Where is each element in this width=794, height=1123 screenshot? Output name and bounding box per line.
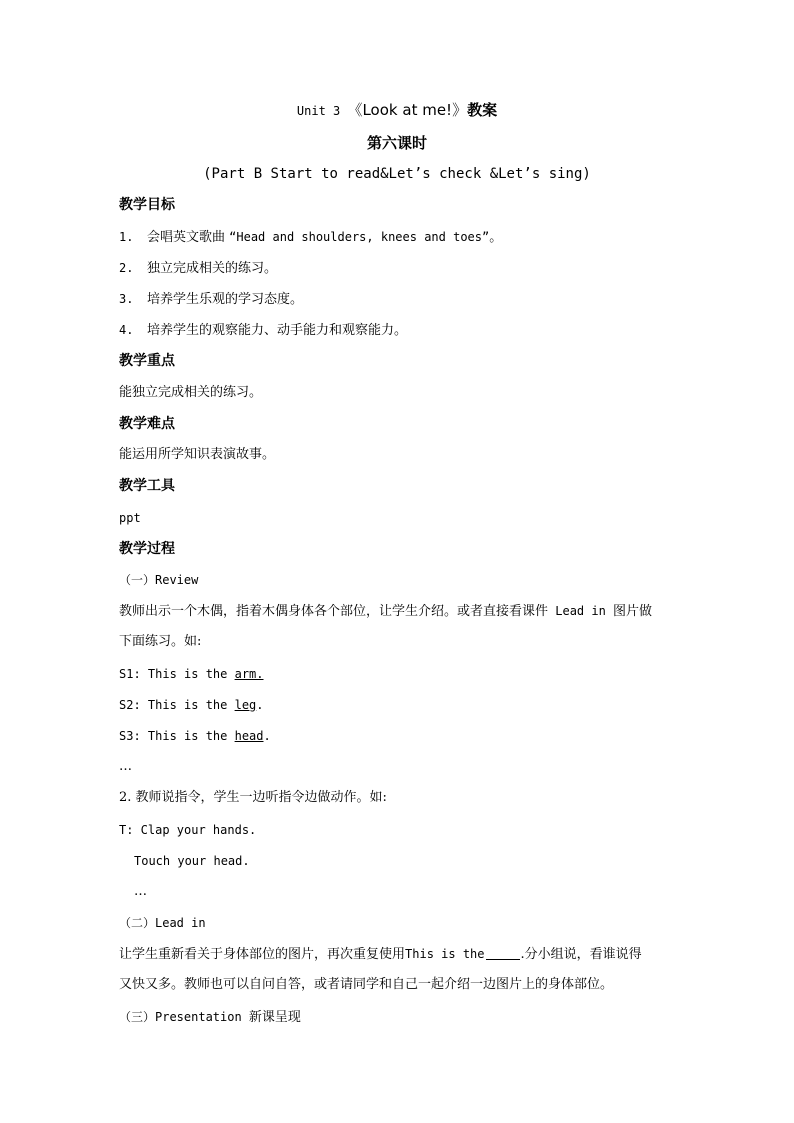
objective-item: 1. 会唱英文歌曲 “Head and shoulders, knees and toes”。	[119, 230, 503, 245]
difficulties-text: 能运用所学知识表演故事。	[119, 447, 276, 462]
review-paragraph-line-2: 下面练习。如:	[119, 634, 202, 649]
example-s1: S1: This is the arm.	[119, 667, 264, 681]
leadin-paragraph-line-2: 又快又多。教师也可以自问自答，或者请同学和自己一起介绍一边图片上的身体部位。	[119, 977, 614, 992]
difficulties-heading: 教学难点	[119, 416, 175, 432]
objective-item: 3. 培养学生乐观的学习态度。	[119, 292, 304, 307]
ellipsis: …	[119, 759, 132, 774]
title-book: 《Look at me!》	[347, 101, 468, 119]
example-s2: S2: This is the leg.	[119, 698, 264, 712]
keypoints-heading: 教学重点	[119, 353, 175, 369]
ellipsis: …	[134, 884, 147, 899]
tools-heading: 教学工具	[119, 478, 175, 494]
title-unit: Unit 3	[296, 104, 348, 118]
process-heading: 教学过程	[119, 541, 175, 557]
objectives-heading: 教学目标	[119, 197, 175, 213]
fill-in-blank	[486, 947, 520, 960]
objective-item: 2. 独立完成相关的练习。	[119, 261, 278, 276]
presentation-label: （三）Presentation 新课呈现	[119, 1010, 301, 1025]
lesson-part: (Part B Start to read&Let’s check &Let’s sing)	[203, 166, 591, 182]
keypoints-text: 能独立完成相关的练习。	[119, 385, 263, 400]
lesson-number: 第六课时	[366, 134, 427, 152]
example-s3: S3: This is the head.	[119, 729, 271, 743]
page-title	[0, 102, 794, 119]
tools-text: ppt	[119, 511, 141, 525]
review-step-2: 2. 教师说指令，学生一边听指令边做动作。如:	[119, 790, 387, 805]
review-label: （一）Review	[119, 573, 199, 587]
teacher-command-2: Touch your head.	[134, 854, 250, 868]
objective-item: 4. 培养学生的观察能力、动手能力和观察能力。	[119, 323, 408, 338]
leadin-paragraph-line-1: 让学生重新看关于身体部位的图片，再次重复使用This is the .分小组说，看谁说得	[119, 947, 642, 962]
leadin-label: （二）Lead in	[119, 916, 206, 930]
review-paragraph-line-1: 教师出示一个木偶，指着木偶身体各个部位，让学生介绍。或者直接看课件 Lead in 图片做	[119, 604, 653, 619]
title-suffix: 教案	[467, 101, 498, 119]
teacher-command-1: T: Clap your hands.	[119, 823, 257, 837]
